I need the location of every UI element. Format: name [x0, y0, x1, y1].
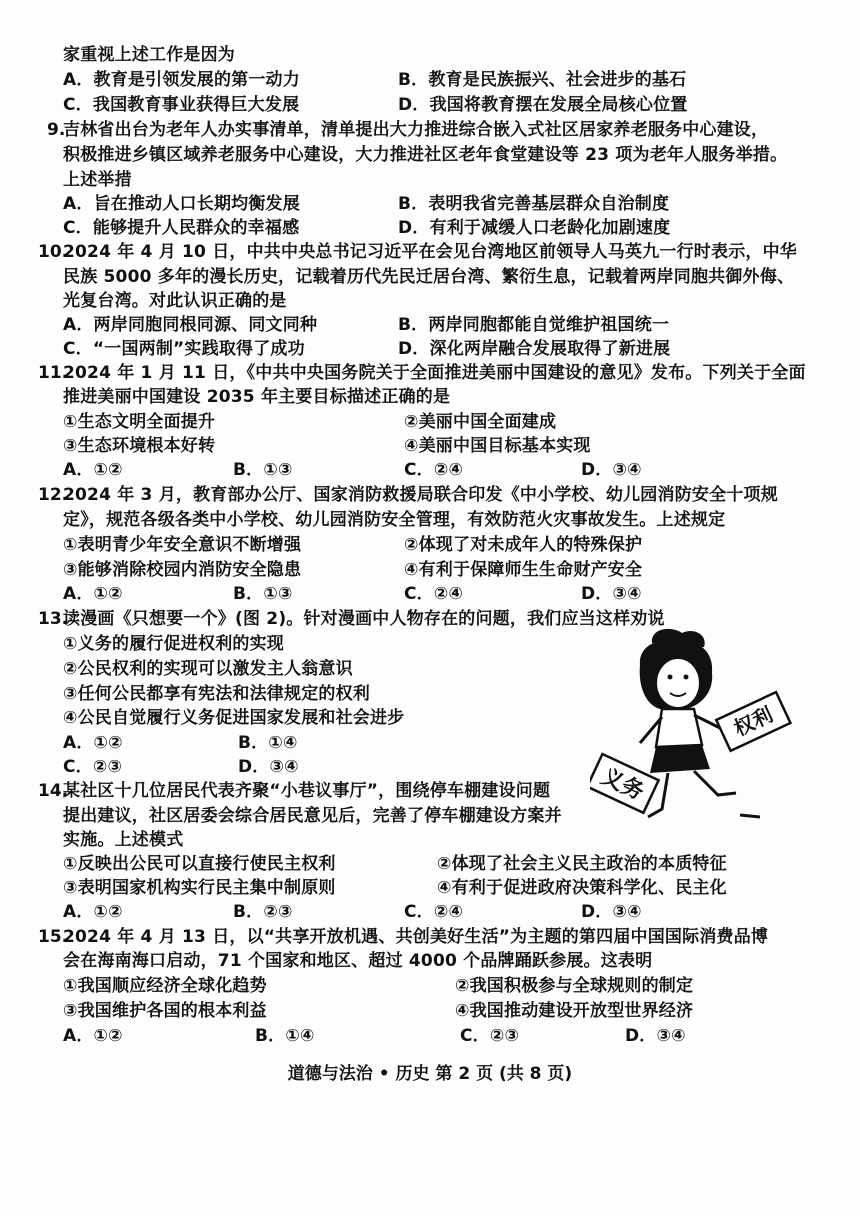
q11-choice-a: A．①② — [63, 460, 123, 480]
q10-option-d: D．深化两岸融合发展取得了新进展 — [398, 339, 671, 359]
q13-item-4: ④公民自觉履行义务促进国家发展和社会进步 — [63, 708, 405, 728]
q10-stem-line-1: 2024 年 4 月 10 日，中共中央总书记习近平在会见台湾地区前领导人马英九一行时表示，中华 — [63, 242, 797, 262]
q15-item-2: ②我国积极参与全球规则的制定 — [455, 976, 694, 996]
q15-item-1: ①我国顺应经济全球化趋势 — [63, 976, 267, 996]
q11-choice-c: C．②④ — [404, 460, 464, 480]
q12-number: 12. — [38, 485, 69, 505]
cartoon-face — [656, 658, 700, 708]
q15-stem-line-2: 会在海南海口启动，71 个国家和地区、超过 4000 个品牌踊跃参展。这表明 — [63, 951, 653, 971]
q13-choice-c: C．②③ — [63, 757, 123, 777]
q11-stem-line-1: 2024 年 1 月 11 日，《中共中央国务院关于全面推进美丽中国建设的意见》发布。下列关于全面 — [63, 363, 806, 383]
q10-option-b: B．两岸同胞都能自觉维护祖国统一 — [398, 315, 670, 335]
q8-option-b: B．教育是民族振兴、社会进步的基石 — [398, 70, 687, 90]
q9-stem-line-1: 吉林省出台为老年人办实事清单，清单提出大力推进综合嵌入式社区居家养老服务中心建设， — [63, 120, 769, 140]
q11-item-4: ④美丽中国目标基本实现 — [404, 436, 591, 456]
q14-choice-b: B．②③ — [233, 902, 293, 922]
q13-stem: 读漫画《只想要一个》(图 2)。针对漫画中人物存在的问题，我们应当这样劝说 — [63, 609, 665, 629]
q15-choice-c: C．②③ — [460, 1026, 520, 1046]
q10-number: 10. — [38, 242, 69, 262]
q15-item-3: ③我国维护各国的根本利益 — [63, 1001, 267, 1021]
q13-choice-d: D．③④ — [238, 757, 299, 777]
rights-sign — [716, 692, 790, 751]
cartoon-eye-left — [668, 675, 673, 680]
q12-stem-line-2: 定》，规范各级各类中小学校、幼儿园消防安全管理，有效防范火灾事故发生。上述规定 — [63, 510, 726, 530]
q12-item-3: ③能够消除校园内消防安全隐患 — [63, 560, 302, 580]
q11-stem-line-2: 推进美丽中国建设 2035 年主要目标描述正确的是 — [63, 387, 451, 407]
rights-sign-text: 权利 — [730, 702, 777, 741]
q8-option-a: A．教育是引领发展的第一动力 — [63, 70, 300, 90]
q12-stem-line-1: 2024 年 3 月，教育部办公厅、国家消防救援局联合印发《中小学校、幼儿园消防安全十项规 — [63, 485, 778, 505]
q14-stem-line-3: 实施。上述模式 — [63, 830, 184, 850]
cartoon-skirt — [650, 745, 710, 773]
q14-item-4: ④有利于促进政府决策科学化、民主化 — [437, 878, 727, 898]
q12-choice-c: C．②④ — [404, 584, 464, 604]
duty-sign — [590, 754, 659, 813]
q10-stem-line-2: 民族 5000 多年的漫长历史，记载着历代先民迁居台湾、繁衍生息，记载着两岸同胞共御外侮、 — [63, 267, 795, 287]
q11-choice-b: B．①③ — [233, 460, 293, 480]
q11-choice-d: D．③④ — [581, 460, 642, 480]
cartoon-motion-lines — [740, 815, 760, 817]
q14-item-2: ②体现了社会主义民主政治的本质特征 — [437, 854, 727, 874]
q14-item-3: ③表明国家机构实行民主集中制原则 — [63, 878, 336, 898]
q9-number: 9. — [47, 120, 66, 140]
duty-sign-text: 义务 — [597, 764, 648, 806]
q13-item-3: ③任何公民都享有宪法和法律规定的权利 — [63, 684, 370, 704]
q9-stem-line-2: 积极推进乡镇区域养老服务中心建设，大力推进社区老年食堂建设等 23 项为老年人服务举措。 — [63, 145, 788, 165]
q13-item-1: ①义务的履行促进权利的实现 — [63, 634, 284, 654]
q9-option-c: C．能够提升人民群众的幸福感 — [63, 218, 300, 238]
q9-option-b: B．表明我省完善基层群众自治制度 — [398, 194, 670, 214]
q15-choice-d: D．③④ — [625, 1026, 686, 1046]
q11-number: 11. — [38, 363, 69, 383]
q14-item-1: ①反映出公民可以直接行使民主权利 — [63, 854, 336, 874]
q10-stem-line-3: 光复台湾。对此认识正确的是 — [63, 291, 287, 311]
q14-stem-line-2: 提出建议，社区居委会综合居民意见后，完善了停车棚建设方案并 — [63, 806, 562, 826]
q12-choice-a: A．①② — [63, 584, 123, 604]
q8-stem-tail: 家重视上述工作是因为 — [63, 45, 235, 65]
cartoon-leg-right — [694, 771, 736, 795]
q14-stem-line-1: 某社区十几位居民代表齐聚“小巷议事厅”，围绕停车棚建设问题 — [63, 781, 551, 801]
q13-item-2: ②公民权利的实现可以激发主人翁意识 — [63, 659, 353, 679]
q15-choice-a: A．①② — [63, 1026, 123, 1046]
q11-item-2: ②美丽中国全面建成 — [404, 412, 557, 432]
page-footer: 道德与法治 • 历史 第 2 页 (共 8 页) — [287, 1064, 573, 1084]
q14-choice-c: C．②④ — [404, 902, 464, 922]
q14-number: 14. — [38, 781, 69, 801]
q11-item-3: ③生态环境根本好转 — [63, 436, 216, 456]
q10-option-a: A．两岸同胞同根同源、同文同种 — [63, 315, 318, 335]
cartoon-eye-right — [684, 675, 689, 680]
q13-choice-a: A．①② — [63, 733, 123, 753]
q10-option-c: C．“一国两制”实践取得了成功 — [63, 339, 305, 359]
q12-choice-b: B．①③ — [233, 584, 293, 604]
q15-item-4: ④我国推动建设开放型世界经济 — [455, 1001, 694, 1021]
q15-choice-b: B．①④ — [255, 1026, 315, 1046]
q12-item-1: ①表明青少年安全意识不断增强 — [63, 535, 302, 555]
q12-item-4: ④有利于保障师生生命财产安全 — [404, 560, 643, 580]
q9-stem-line-3: 上述举措 — [63, 170, 132, 190]
q8-option-c: C．我国教育事业获得巨大发展 — [63, 95, 300, 115]
q11-item-1: ①生态文明全面提升 — [63, 412, 216, 432]
q14-choice-d: D．③④ — [581, 902, 642, 922]
q13-choice-b: B．①④ — [238, 733, 298, 753]
cartoon-only-want-one — [590, 625, 795, 830]
q13-number: 13. — [38, 609, 69, 629]
q14-choice-a: A．①② — [63, 902, 123, 922]
q15-stem-line-1: 2024 年 4 月 13 日，以“共享开放机遇、共创美好生活”为主题的第四届中国国际消费品博 — [63, 927, 769, 947]
q12-choice-d: D．③④ — [581, 584, 642, 604]
q8-option-d: D．我国将教育摆在发展全局核心位置 — [398, 95, 688, 115]
q12-item-2: ②体现了对未成年人的特殊保护 — [404, 535, 643, 555]
q15-number: 15. — [38, 927, 69, 947]
q9-option-a: A．旨在推动人口长期均衡发展 — [63, 194, 300, 214]
q9-option-d: D．有利于减缓人口老龄化加剧速度 — [398, 218, 671, 238]
